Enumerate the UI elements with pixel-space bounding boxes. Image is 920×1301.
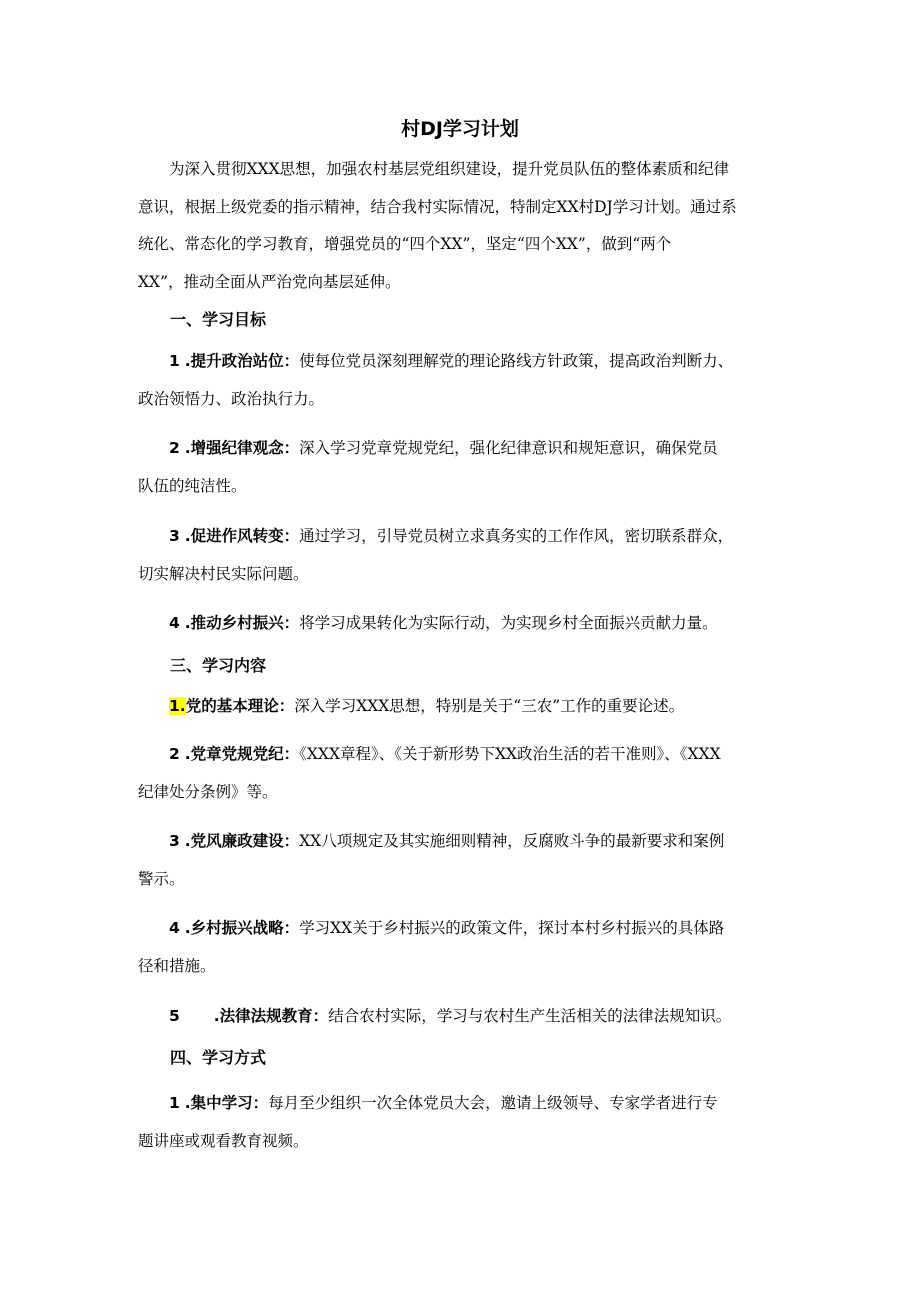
section-heading: 一、学习目标 bbox=[170, 310, 267, 329]
item-text: 将学习成果转化为实际行动，为实现乡村全面振兴贡献力量。 bbox=[299, 614, 718, 632]
item-text: 深入学习XXX思想，特别是关于“三农”工作的重要论述。 bbox=[294, 697, 685, 715]
intro-line: 为深入贯彻XXX思想，加强农村基层党组织建设，提升党员队伍的整体素质和纪律 bbox=[169, 160, 730, 178]
document-title: 村DJ学习计划 bbox=[401, 118, 519, 140]
item-label: .推动乡村振兴： bbox=[184, 614, 300, 632]
item-label: .增强纪律观念： bbox=[184, 439, 300, 457]
item-number: 4 bbox=[169, 919, 180, 937]
item-label: .党风廉政建设： bbox=[184, 832, 300, 850]
intro-line: 统化、常态化的学习教育，增强党员的“四个XX”，坚定“四个XX”，做到“两个 bbox=[138, 235, 672, 253]
item-number: 2 bbox=[169, 439, 180, 457]
item-text: 深入学习党章党规党纪，强化纪律意识和规矩意识，确保党员 bbox=[299, 439, 718, 457]
item-label: .法律法规教育： bbox=[213, 1007, 329, 1025]
section-heading: 四、学习方式 bbox=[170, 1048, 267, 1067]
item-label: .乡村振兴战略： bbox=[184, 919, 300, 937]
item-label: .集中学习： bbox=[184, 1094, 269, 1112]
item-number: 1 bbox=[169, 1094, 180, 1112]
list-item bbox=[138, 518, 788, 593]
item-label: .提升政治站位： bbox=[184, 352, 300, 370]
item-text: 学习XX关于乡村振兴的政策文件，探讨本村乡村振兴的具体路 bbox=[299, 919, 725, 937]
item-text: 使每位党员深刻理解党的理论路线方针政策，提高政治判断力、 bbox=[299, 352, 734, 370]
list-item bbox=[138, 343, 788, 418]
item-text: 每月至少组织一次全体党员大会，邀请上级领导、专家学者进行专 bbox=[268, 1094, 718, 1112]
intro-line: XX”，推动全面从严治党向基层延伸。 bbox=[138, 272, 401, 291]
list-item bbox=[138, 910, 788, 985]
list-item bbox=[138, 823, 788, 898]
item-text: XX八项规定及其实施细则精神，反腐败斗争的最新要求和案例 bbox=[299, 832, 725, 850]
item-label: 党的基本理论： bbox=[185, 697, 295, 715]
item-number: 5 bbox=[169, 1007, 180, 1025]
item-text: 结合农村实际，学习与农村生产生活相关的法律法规知识。 bbox=[328, 1007, 732, 1025]
intro-line: 意识，根据上级党委的指示精神，结合我村实际情况，特制定XX村DJ学习计划。通过系 bbox=[138, 197, 737, 216]
item-number: 1 bbox=[169, 352, 180, 370]
item-text: 《XXX章程》、《关于新形势下XX政治生活的若干准则》、《XXX bbox=[299, 745, 721, 763]
item-text: 政治领悟力、政治执行力。 bbox=[138, 389, 325, 408]
item-label: .党章党规党纪： bbox=[184, 745, 300, 763]
item-text: 径和措施。 bbox=[138, 956, 216, 975]
list-item bbox=[138, 688, 788, 726]
item-number: 2 bbox=[169, 745, 180, 763]
intro-paragraph bbox=[138, 151, 788, 301]
list-item bbox=[138, 430, 788, 505]
item-text: 警示。 bbox=[138, 869, 185, 888]
item-text: 通过学习，引导党员树立求真务实的工作作风，密切联系群众， bbox=[299, 527, 734, 545]
item-text: 纪律处分条例》等。 bbox=[138, 782, 278, 801]
list-item bbox=[138, 998, 788, 1036]
list-item bbox=[138, 605, 788, 643]
item-number: 3 bbox=[169, 832, 180, 850]
item-text: 队伍的纯洁性。 bbox=[138, 476, 247, 495]
item-text: 题讲座或观看教育视频。 bbox=[138, 1131, 309, 1150]
item-number: 4 bbox=[169, 614, 180, 632]
item-text: 切实解决村民实际问题。 bbox=[138, 564, 309, 583]
list-item bbox=[138, 1085, 788, 1160]
section-heading: 三、学习内容 bbox=[170, 656, 267, 675]
item-label: .促进作风转变： bbox=[184, 527, 300, 545]
list-item bbox=[138, 736, 788, 811]
item-number-highlighted: 1. bbox=[169, 697, 186, 715]
item-number: 3 bbox=[169, 527, 180, 545]
